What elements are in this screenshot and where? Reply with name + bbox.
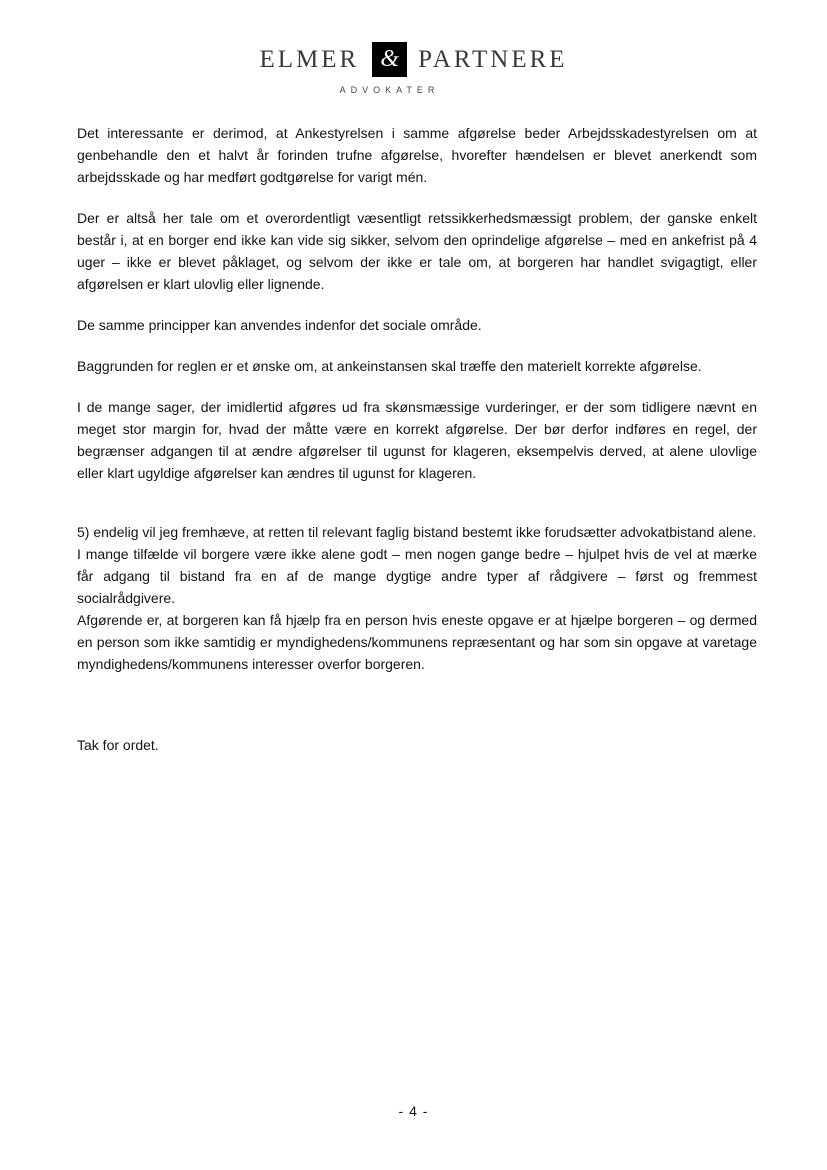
page-number: - 4 - <box>398 1103 429 1119</box>
firm-name-left: ELMER <box>259 45 360 73</box>
body-paragraph: I mange tilfælde vil borgere være ikke alene godt – men nogen gange bedre – hjulpet hvis de vel at mærke får adgang til bistand fra en af de mange dygtige andre typer af rådgivere – først og fremmest socialrådgivere. <box>77 546 757 606</box>
body-paragraph: Der er altså her tale om et overordentligt væsentligt retssikkerhedsmæssigt problem, der ganske enkelt består i, at en borger end ikke kan vide sig sikker, selvom den oprindelige afgørelse – med en ankefrist på 4 uger – ikke er blevet påklaget, og selvom der ikke er tale om, at borgeren har handlet svigagtigt, eller afgørelsen er klart ulovlig eller lignende. <box>77 210 757 292</box>
body-paragraph: Baggrunden for reglen er et ønske om, at ankeinstansen skal træffe den materielt korrekte afgørelse. <box>77 358 702 374</box>
body-paragraph: De samme principper kan anvendes indenfor det sociale område. <box>77 317 482 333</box>
body-paragraph: I de mange sager, der imidlertid afgøres ud fra skønsmæssige vurderinger, er der som tidligere nævnt en meget stor margin for, hvad der måtte være en korrekt afgørelse. Der bør derfor indføres en regel, der begrænser adgangen til at ændre afgørelser til ugunst for klageren, eksempelvis derved, at alene ulovlige eller klart ugyldige afgørelser kan ændres til ugunst for klageren. <box>77 399 757 481</box>
body-paragraph: Afgørende er, at borgeren kan få hjælp fra en person hvis eneste opgave er at hjælpe borgeren – og dermed en person som ikke samtidig er myndighedens/kommunens repræsentant og har som sin opgave at varetage myndighedens/kommunens interesser overfor borgeren. <box>77 612 757 672</box>
body-paragraph: 5) endelig vil jeg fremhæve, at retten til relevant faglig bistand bestemt ikke forudsætter advokatbistand alene. <box>77 524 757 540</box>
ampersand-glyph: & <box>380 46 399 72</box>
letter-body <box>77 122 757 756</box>
letterhead-logo <box>0 42 827 95</box>
body-paragraph: Det interessante er derimod, at Ankestyrelsen i samme afgørelse beder Arbejdsskadestyrelsen om at genbehandle den et halvt år forinden trufne afgørelse, hvorefter hændelsen er blevet anerkendt som arbejdsskade og har medført godtgørelse for varigt mén. <box>77 125 757 185</box>
firm-name <box>259 42 567 77</box>
body-paragraph: Tak for ordet. <box>77 737 159 753</box>
firm-subtitle: ADVOKATER <box>339 85 440 95</box>
firm-name-right: PARTNERE <box>418 45 568 73</box>
ampersand-logo-icon <box>372 42 407 77</box>
